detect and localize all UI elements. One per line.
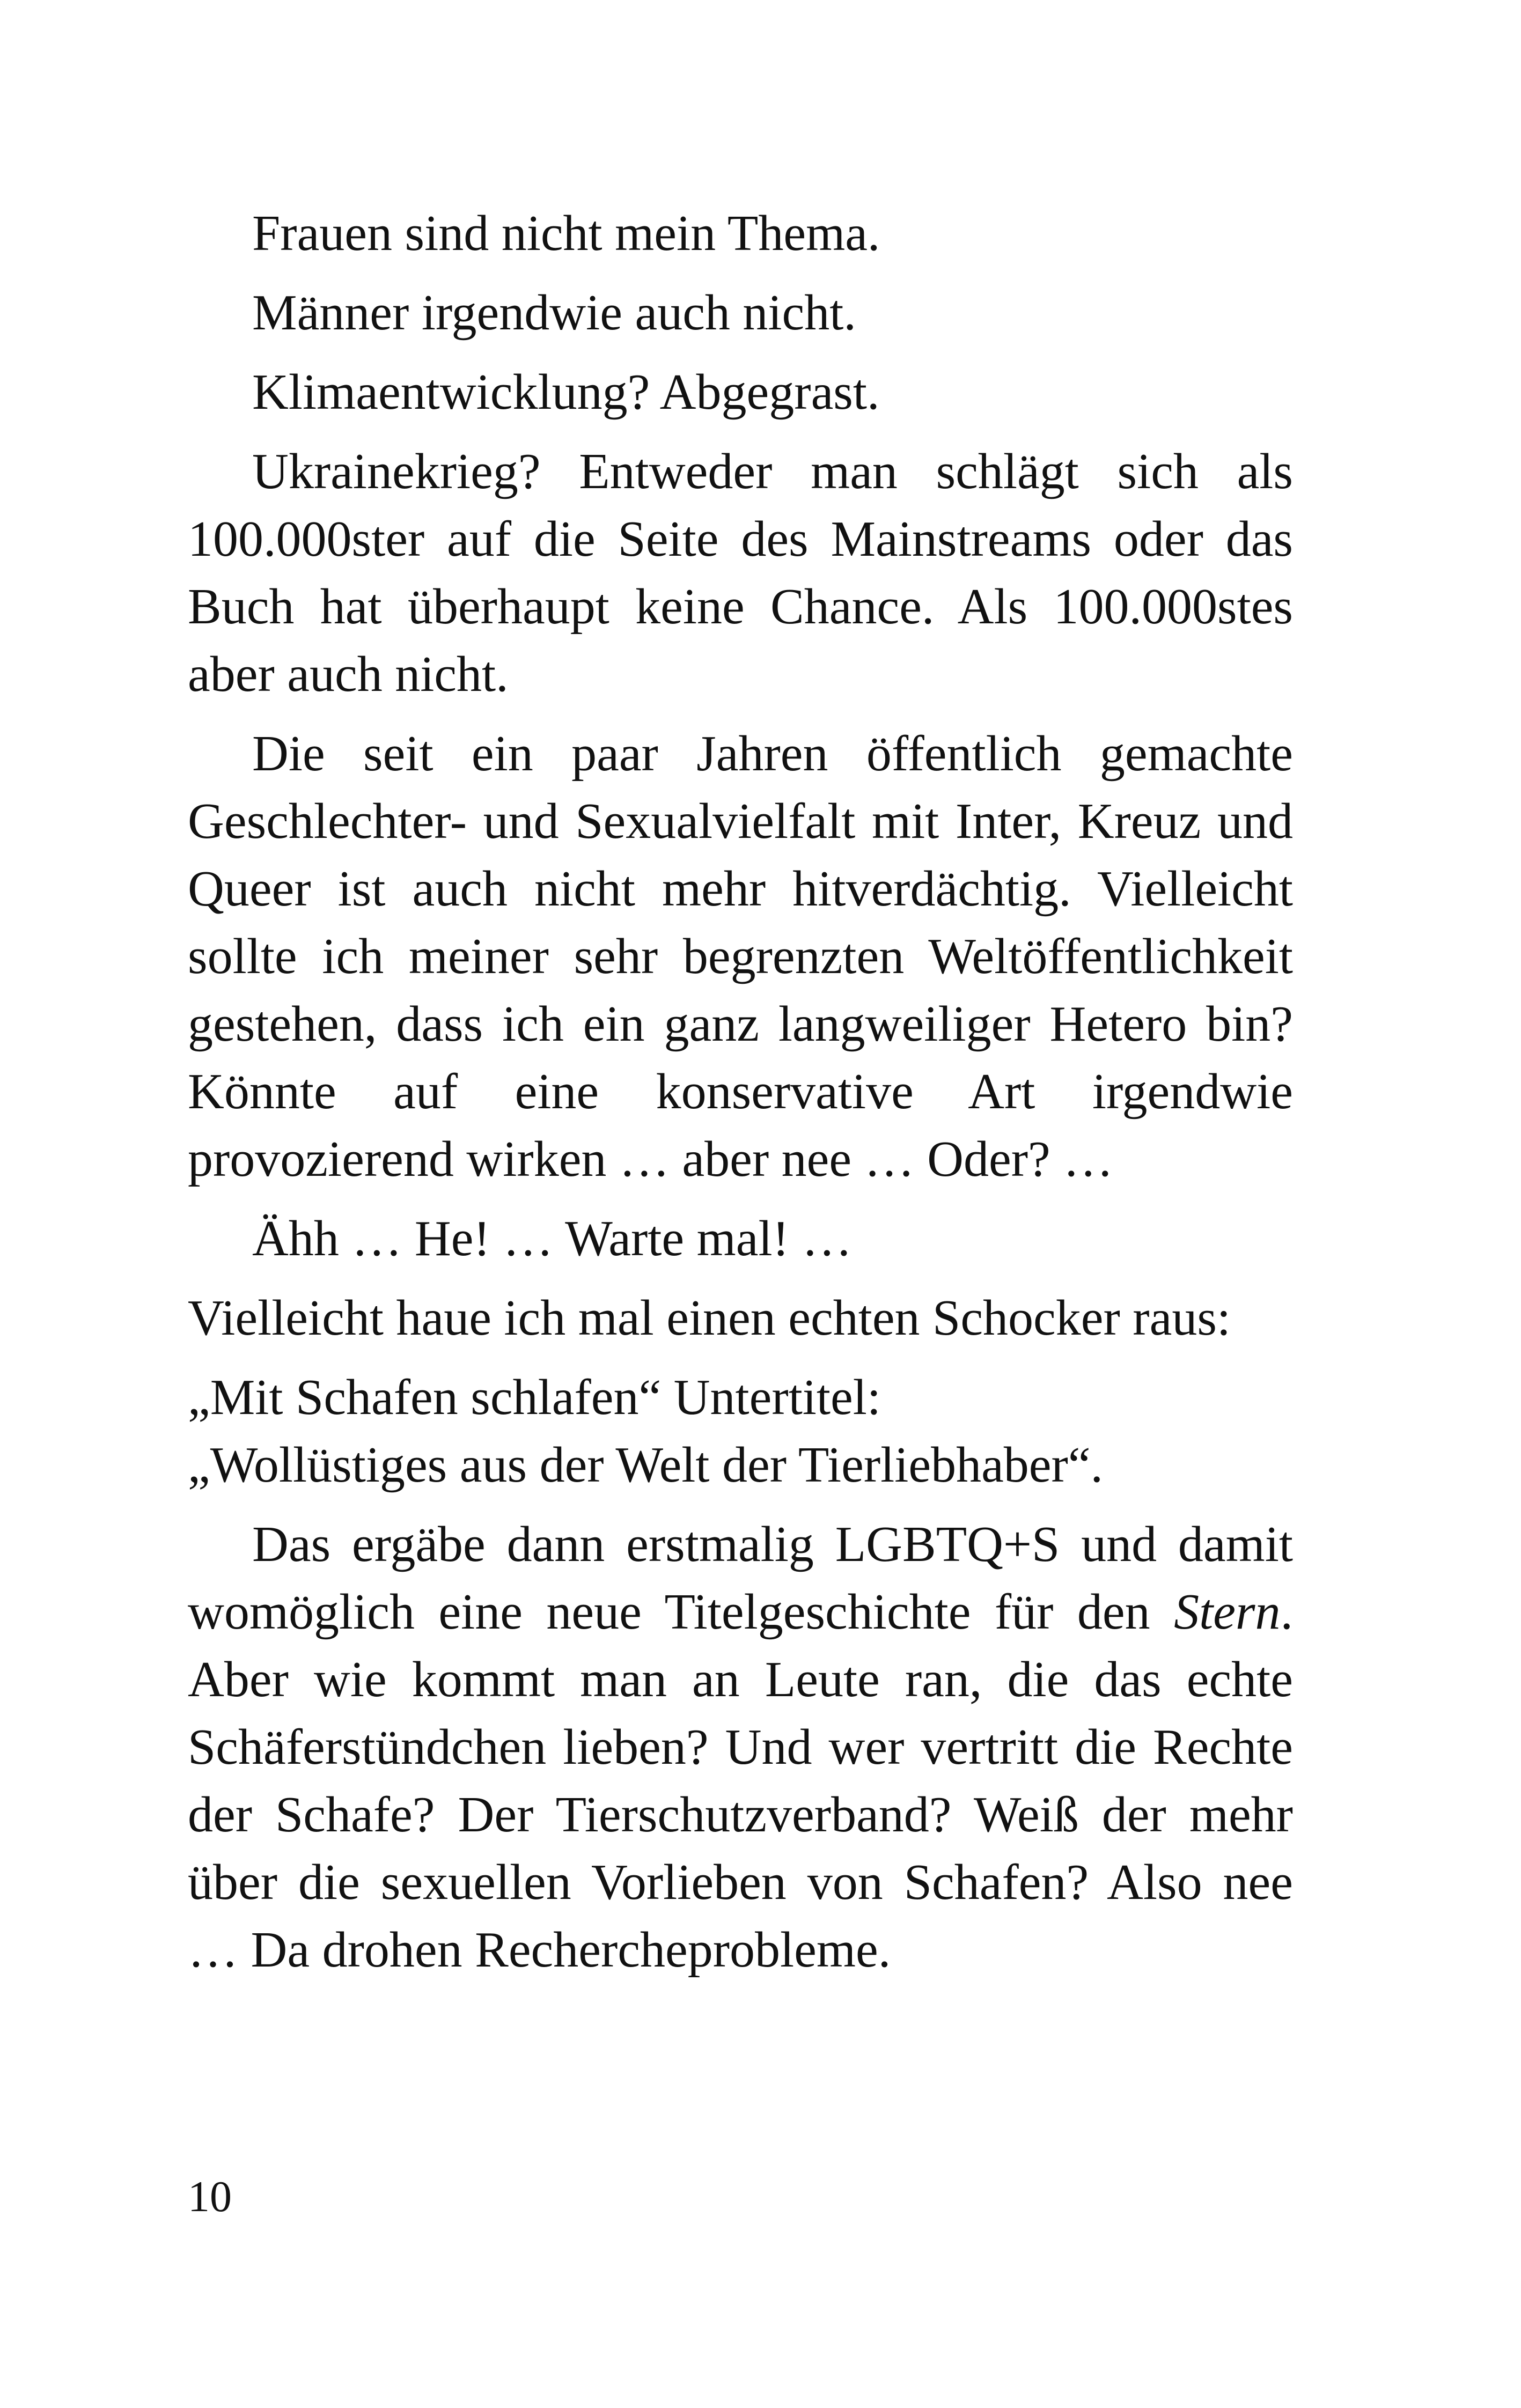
paragraph-9-text-b: . Aber wie kommt man an Leute ran, die das echte Schäferstündchen lieben? Und wer vertritt die Rechte der Schafe? Der Tierschutzverband? Weiß der mehr über die sexuellen Vorlieben von Schafen? Also nee … Da drohen Rechercheprobleme.	[188, 1584, 1293, 1978]
paragraph-9-text-a: Das ergäbe dann erstmalig LGBTQ+S und damit womöglich eine neue Titelgeschichte für den	[188, 1516, 1293, 1640]
paragraph-7: Vielleicht haue ich mal einen echten Schocker raus:	[188, 1290, 1231, 1346]
paragraph-4: Ukrainekrieg? Entweder man schlägt sich als 100.000ster auf die Seite des Mainstreams oder das Buch hat überhaupt keine Chance. Als 100.000stes aber auch nicht.	[188, 444, 1293, 702]
paragraph-3: Klimaentwicklung? Abgegrast.	[252, 364, 880, 420]
title-line: „Mit Schafen schlafen“ Untertitel:	[188, 1369, 881, 1425]
title-quote	[188, 1364, 1293, 1499]
paragraph-2: Männer irgendwie auch nicht.	[252, 285, 856, 341]
subtitle-line: „Wollüstiges aus der Welt der Tierliebhaber“.	[188, 1437, 1104, 1493]
page-number: 10	[188, 2172, 232, 2221]
magazine-name: Stern	[1174, 1584, 1281, 1640]
paragraph-6: Ähh … He! … Warte mal! …	[252, 1211, 853, 1266]
paragraph-5: Die seit ein paar Jahren öffentlich gemachte Geschlechter- und Sexualvielfalt mit Inter, Kreuz und Queer ist auch nicht mehr hitverdächtig. Vielleicht sollte ich meiner sehr begrenzten Weltöffentlichkeit gestehen, dass ich ein ganz langweiliger Hetero bin? Könnte auf eine konservative Art irgendwie provozierend wirken … aber nee … Oder? …	[188, 726, 1293, 1187]
paragraph-9	[188, 1511, 1293, 1984]
paragraph-1: Frauen sind nicht mein Thema.	[252, 205, 880, 261]
body-text	[188, 200, 1293, 1995]
